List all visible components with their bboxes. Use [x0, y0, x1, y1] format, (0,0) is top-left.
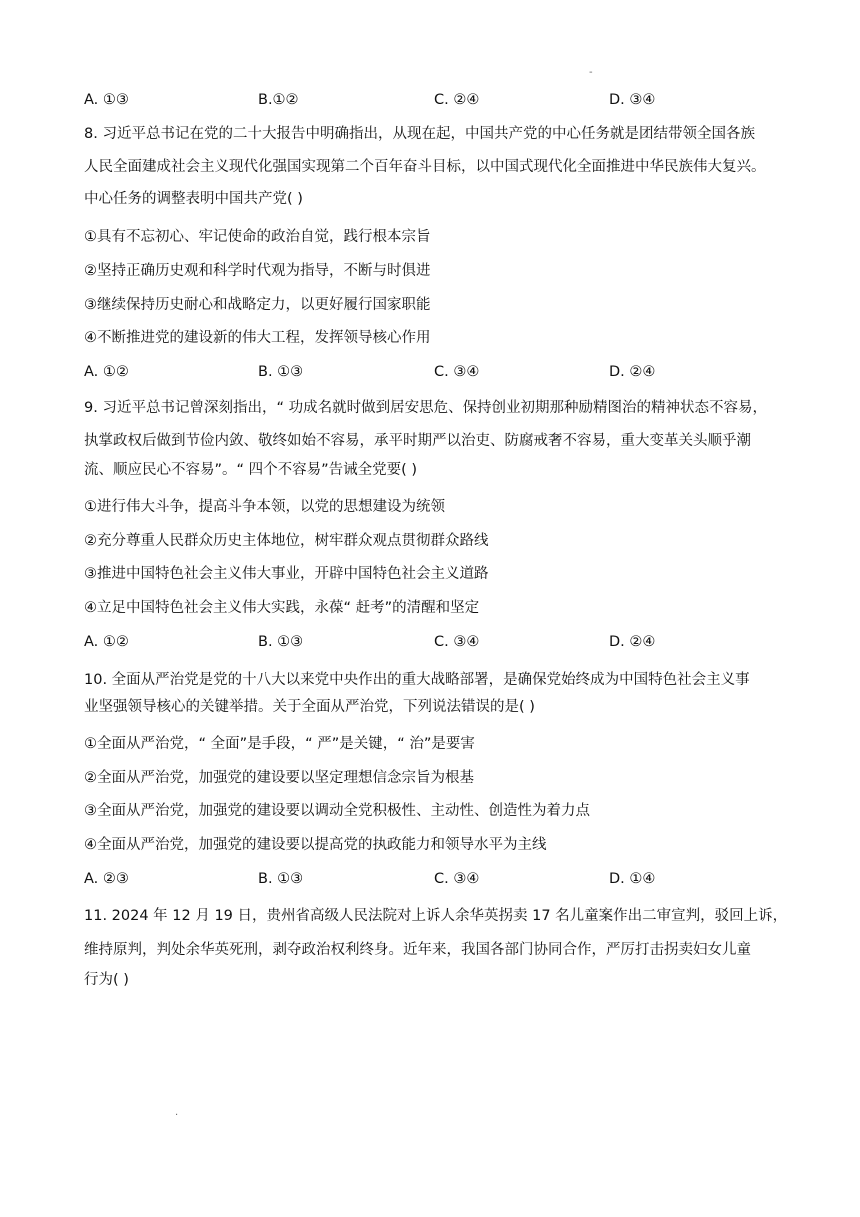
q10-option-d[interactable]: D. ①④	[609, 871, 656, 887]
q8-statement-2: ②坚持正确历史观和科学时代观为指导，不断与时俱进	[84, 263, 431, 279]
q10-option-c[interactable]: C. ③④	[434, 871, 480, 887]
q7-option-c[interactable]: C. ②④	[434, 92, 480, 108]
q10-statement-2: ②全面从严治党，加强党的建设要以坚定理想信念宗旨为根基	[84, 770, 474, 786]
q10-statement-3: ③全面从严治党，加强党的建设要以调动全党积极性、主动性、创造性为着力点	[84, 803, 590, 819]
q10-options	[84, 869, 784, 889]
q7-option-d[interactable]: D. ③④	[609, 92, 656, 108]
q8-option-d[interactable]: D. ②④	[609, 364, 656, 380]
q7-options	[84, 90, 784, 110]
q10-statement-4: ④全面从严治党，加强党的建设要以提高党的执政能力和领导水平为主线	[84, 837, 547, 853]
q8-option-b[interactable]: B. ①③	[258, 364, 304, 380]
footer-mark: .	[175, 1107, 179, 1118]
q8-statement-1: ①具有不忘初心、牢记使命的政治自觉，践行根本宗旨	[84, 229, 431, 245]
q7-option-b[interactable]: B.①②	[258, 92, 299, 108]
q9-options	[84, 632, 784, 652]
q10-stem-line-2: 业坚强领导核心的关键举措。关于全面从严治党，下列说法错误的是( )	[84, 699, 535, 715]
q9-option-c[interactable]: C. ③④	[434, 634, 480, 650]
q9-stem-line-1: 9. 习近平总书记曾深刻指出，“ 功成名就时做到居安思危、保持创业初期那种励精图治的精神状态不容易，	[84, 400, 768, 416]
q11-stem-line-1: 11. 2024 年 12 月 19 日，贵州省高级人民法院对上诉人余华英拐卖 17 名儿童案作出二审宣判，驳回上诉，	[84, 908, 788, 924]
q10-statement-1: ①全面从严治党，“ 全面”是手段，“ 严”是关键，“ 治”是要害	[84, 736, 475, 752]
q10-stem-line-1: 10. 全面从严治党是党的十八大以来党中央作出的重大战略部署，是确保党始终成为中国特色社会主义事	[84, 672, 750, 688]
q11-stem-line-2: 维持原判，判处余华英死刑，剥夺政治权利终身。近年来，我国各部门协同合作，严厉打击拐卖妇女儿童	[84, 942, 751, 958]
q10-option-a[interactable]: A. ②③	[84, 871, 129, 887]
q10-option-b[interactable]: B. ①③	[258, 871, 304, 887]
q9-option-a[interactable]: A. ①②	[84, 634, 129, 650]
q9-stem-line-3: 流、顺应民心不容易”。“ 四个不容易”告诫全党要( )	[84, 462, 418, 478]
q8-statement-4: ④不断推进党的建设新的伟大工程，发挥领导核心作用	[84, 330, 431, 346]
q8-stem-line-2: 人民全面建成社会主义现代化强国实现第二个百年奋斗目标，以中国式现代化全面推进中华民族伟大复兴。	[84, 159, 766, 175]
q9-stem-line-2: 执掌政权后做到节俭内敛、敬终如始不容易，承平时期严以治吏、防腐戒奢不容易，重大变革关头顺乎潮	[84, 433, 751, 449]
q8-option-a[interactable]: A. ①②	[84, 364, 129, 380]
q9-option-d[interactable]: D. ②④	[609, 634, 656, 650]
q7-option-a[interactable]: A. ①③	[84, 92, 129, 108]
q9-statement-4: ④立足中国特色社会主义伟大实践，永葆“ 赶考”的清醒和坚定	[84, 600, 480, 616]
q8-options	[84, 362, 784, 382]
q9-statement-3: ③推进中国特色社会主义伟大事业，开辟中国特色社会主义道路	[84, 566, 489, 582]
q8-statement-3: ③继续保持历史耐心和战略定力，以更好履行国家职能	[84, 297, 431, 313]
q9-statement-1: ①进行伟大斗争，提高斗争本领，以党的思想建设为统领	[84, 499, 445, 515]
q9-statement-2: ②充分尊重人民群众历史主体地位，树牢群众观点贯彻群众路线	[84, 533, 489, 549]
q8-stem-line-1: 8. 习近平总书记在党的二十大报告中明确指出，从现在起，中国共产党的中心任务就是团结带领全国各族	[84, 126, 755, 142]
header-mark: -	[589, 67, 593, 78]
q9-option-b[interactable]: B. ①③	[258, 634, 304, 650]
q8-option-c[interactable]: C. ③④	[434, 364, 480, 380]
q11-stem-line-3: 行为( )	[84, 972, 129, 988]
q8-stem-line-3: 中心任务的调整表明中国共产党( )	[84, 191, 303, 207]
